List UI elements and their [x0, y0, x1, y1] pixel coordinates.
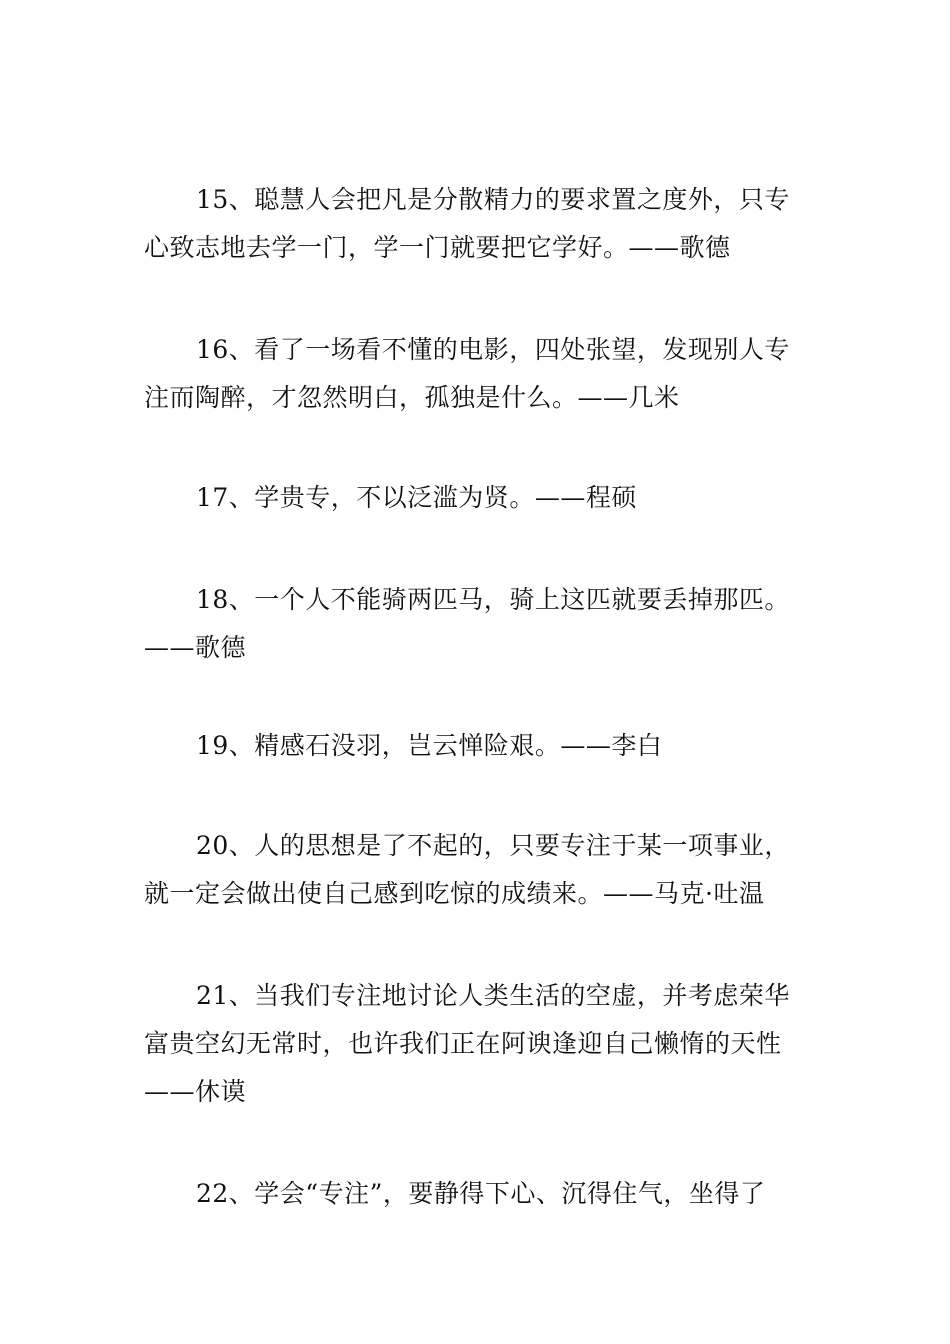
quote-line: ——休谟: [144, 1077, 247, 1106]
quote-19: [144, 722, 814, 770]
quote-22: [144, 1170, 814, 1218]
quote-17: [144, 474, 814, 522]
quote-line: 心致志地去学一门，学一门就要把它学好。——歌德: [144, 233, 731, 262]
quote-line: 19、精感石没羽，岂云惮险艰。——李白: [196, 731, 663, 760]
quote-21: [144, 972, 814, 1116]
quote-line: ——歌德: [144, 633, 247, 662]
quote-20: [144, 822, 814, 918]
quote-15: [144, 176, 814, 272]
quote-line: 15、聪慧人会把凡是分散精力的要求置之度外，只专: [196, 185, 790, 214]
quote-line: 17、学贵专，不以泛滥为贤。——程硕: [196, 483, 637, 512]
quote-16: [144, 326, 814, 422]
quote-line: 富贵空幻无常时，也许我们正在阿谀逢迎自己懒惰的天性: [144, 1029, 782, 1058]
quote-18: [144, 576, 814, 672]
quote-line: 21、当我们专注地讨论人类生活的空虚，并考虑荣华: [196, 981, 790, 1010]
quote-line: 就一定会做出使自己感到吃惊的成绩来。——马克·吐温: [144, 879, 765, 908]
quote-line: 18、一个人不能骑两匹马，骑上这匹就要丢掉那匹。: [196, 585, 790, 614]
quote-line: 22、学会“专注”，要静得下心、沉得住气，坐得了: [196, 1179, 766, 1208]
quote-line: 注而陶醉，才忽然明白，孤独是什么。——几米: [144, 383, 680, 412]
quote-line: 16、看了一场看不懂的电影，四处张望，发现别人专: [196, 335, 790, 364]
quote-line: 20、人的思想是了不起的，只要专注于某一项事业，: [196, 831, 790, 860]
